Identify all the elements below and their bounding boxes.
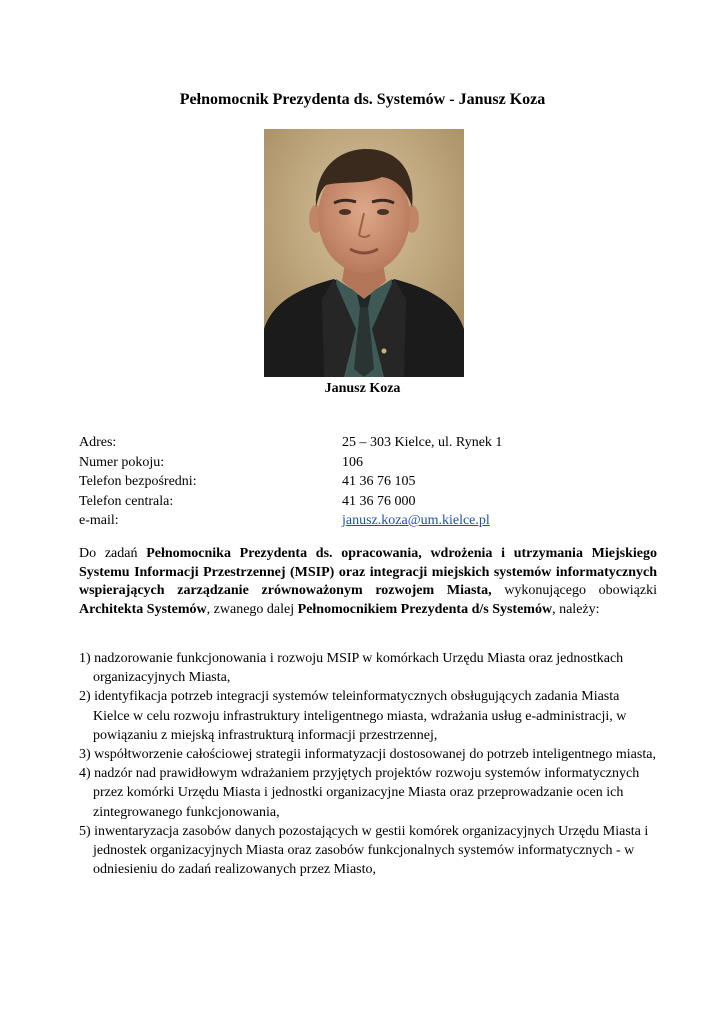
portrait-photo — [264, 129, 464, 377]
intro-bold-short-title: Pełnomocnikiem Prezydenta d/s Systemów — [297, 602, 553, 618]
intro-text-4: , należy: — [552, 602, 600, 618]
room-label: Numer pokoju: — [79, 454, 165, 470]
list-item: 1) nadzorowanie funkcjonowania i rozwoju MSIP w komórkach Urzędu Miasta oraz jednostkach organizacyjnych Miasta, — [79, 651, 624, 686]
list-item: 3) współtworzenie całościowej strategii informatyzacji dostosowanej do potrzeb inteligentnego miasta, — [79, 747, 656, 763]
email-label: e-mail: — [79, 513, 119, 528]
page-title: Pełnomocnik Prezydenta ds. Systemów - Janusz Koza — [179, 91, 546, 108]
list-item: 2) identyfikacja potrzeb integracji systemów teleinformatycznych obsługujących zadania Miasta Kielce w celu rozwoju infrastruktury inteligentnego miasta, wdrażania usług e-administracji, w powiązaniu z miejską infrastrukturą informacji przestrzennej, — [79, 689, 627, 743]
direct-phone-label: Telefon bezpośredni: — [79, 474, 197, 489]
intro-text-1: Do zadań — [79, 546, 147, 561]
contact-row-direct-phone — [79, 472, 659, 492]
address-label: Adres: — [79, 435, 117, 450]
central-phone-label: Telefon centrala: — [79, 493, 174, 509]
list-item: 5) inwentaryzacja zasobów danych pozostających w gestii komórek organizacyjnych Urzędu Miasta i jednostek organizacyjnych Miasta oraz zasobów funkcjonalnych systemów informatycznych - w odniesieniu do zadań realizowanych przez Miasto, — [79, 823, 649, 878]
contact-row-central-phone — [79, 492, 659, 512]
intro-bold-architect: Architekta Systemów — [79, 602, 207, 618]
intro-paragraph — [79, 545, 657, 620]
photo-caption: Janusz Koza — [324, 381, 401, 396]
duties-list — [79, 649, 659, 879]
contact-info — [79, 433, 659, 531]
central-phone-value: 41 36 76 000 — [342, 493, 416, 509]
email-link[interactable]: janusz.koza@um.kielce.pl — [342, 513, 490, 528]
direct-phone-value: 41 36 76 105 — [342, 474, 416, 489]
address-value: 25 – 303 Kielce, ul. Rynek 1 — [342, 435, 503, 450]
intro-text-3: , zwanego dalej — [206, 602, 298, 618]
intro-text-2: wykonującego obowiązki — [491, 583, 657, 599]
room-value: 106 — [342, 454, 363, 470]
list-item: 4) nadzór nad prawidłowym wdrażaniem przyjętych projektów rozwoju systemów informatycznych przez komórki Urzędu Miasta i jednostki organizacyjne Miasta oraz przeprowadzanie ocen ich zintegrowanego funkcjonowania, — [79, 766, 640, 820]
contact-row-address — [79, 433, 659, 453]
contact-row-room — [79, 453, 659, 473]
intro-bold-role: Pełnomocnika Prezydenta ds. opracowania, wdrożenia i utrzymania Miejskiego Systemu Informacji Przestrzennej (MSIP) oraz integracji miejskich systemów informatycznych wspierających zarządzanie zrównoważonym rozwojem Miasta, — [79, 546, 657, 599]
contact-row-email — [79, 511, 659, 531]
